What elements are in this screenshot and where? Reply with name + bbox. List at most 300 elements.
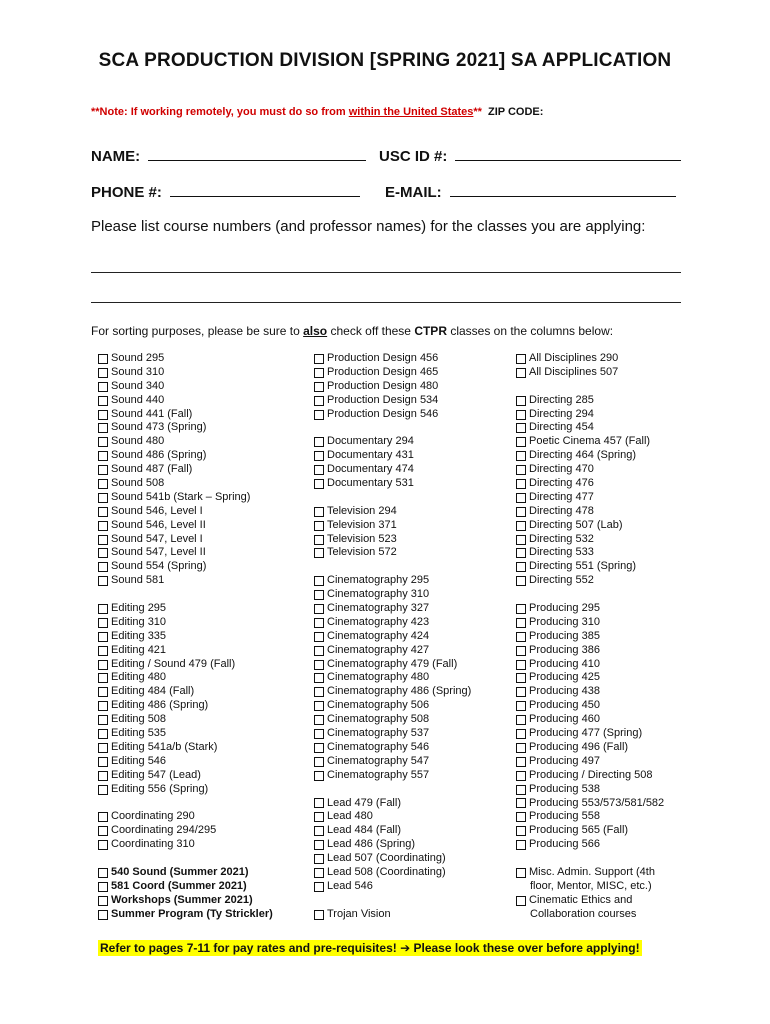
checkbox-item bbox=[314, 380, 471, 394]
checkbox[interactable] bbox=[516, 729, 526, 739]
checkbox[interactable] bbox=[516, 785, 526, 795]
checkbox-item bbox=[98, 838, 273, 852]
column-3 bbox=[516, 352, 664, 922]
checkbox-item bbox=[98, 894, 273, 908]
checkbox[interactable] bbox=[516, 423, 526, 433]
checkbox-label: Producing 410 bbox=[529, 657, 600, 670]
email-field[interactable] bbox=[385, 182, 676, 201]
checkbox[interactable] bbox=[314, 590, 324, 600]
checkbox[interactable] bbox=[98, 521, 108, 531]
checkbox-label: Producing 538 bbox=[529, 782, 600, 795]
checkbox-label: Lead 507 (Coordinating) bbox=[327, 852, 446, 865]
checkbox-label: Directing 294 bbox=[529, 407, 594, 420]
checkbox[interactable] bbox=[98, 354, 108, 364]
checkbox[interactable] bbox=[98, 437, 108, 447]
checkbox-item bbox=[314, 838, 471, 852]
checkbox[interactable] bbox=[314, 521, 324, 531]
checkbox-label: All Disciplines 290 bbox=[529, 352, 619, 364]
checkbox-label: Sound 340 bbox=[111, 379, 165, 392]
checkbox-item bbox=[98, 810, 273, 824]
checkbox-label: 581 Coord (Summer 2021) bbox=[111, 879, 247, 892]
checkbox[interactable] bbox=[314, 757, 324, 767]
checkbox-item bbox=[98, 727, 273, 741]
checkbox[interactable] bbox=[516, 743, 526, 753]
checkbox[interactable] bbox=[98, 757, 108, 767]
checkbox[interactable] bbox=[314, 812, 324, 822]
checkbox[interactable] bbox=[314, 840, 324, 850]
checkbox[interactable] bbox=[98, 507, 108, 517]
checkbox-item bbox=[516, 435, 664, 449]
checkbox-label: Directing 470 bbox=[529, 463, 594, 476]
checkbox-label: Cinematography 546 bbox=[327, 740, 430, 753]
checkbox-label: Sound 310 bbox=[111, 365, 165, 378]
checkbox-label: Editing 508 bbox=[111, 713, 167, 726]
checkbox-label: Directing 464 (Spring) bbox=[529, 449, 636, 462]
name-line[interactable] bbox=[148, 146, 366, 161]
checkbox-label: Television 371 bbox=[327, 518, 397, 531]
checkbox-label: Producing 565 (Fall) bbox=[529, 824, 629, 837]
checkbox[interactable] bbox=[516, 798, 526, 808]
checkbox-item bbox=[516, 838, 664, 852]
checkbox[interactable] bbox=[98, 743, 108, 753]
checkbox-item bbox=[516, 880, 664, 894]
sort-ctpr: CTPR bbox=[414, 324, 447, 338]
spacer bbox=[98, 797, 273, 811]
spacer bbox=[516, 380, 664, 394]
checkbox[interactable] bbox=[98, 701, 108, 711]
checkbox-item bbox=[516, 824, 664, 838]
checkbox-label: floor, Mentor, MISC, etc.) bbox=[530, 879, 652, 892]
checkbox[interactable] bbox=[98, 840, 108, 850]
checkbox-item bbox=[516, 644, 664, 658]
checkbox-item bbox=[98, 394, 273, 408]
checkbox-item bbox=[98, 866, 273, 880]
checkbox[interactable] bbox=[516, 660, 526, 670]
checkbox-label: Editing 484 (Fall) bbox=[111, 685, 195, 698]
checkbox[interactable] bbox=[516, 618, 526, 628]
checkbox[interactable] bbox=[516, 632, 526, 642]
column-2 bbox=[314, 352, 471, 922]
checkbox[interactable] bbox=[98, 632, 108, 642]
checkbox-label: Television 572 bbox=[327, 546, 397, 559]
zip-code-label: ZIP CODE: bbox=[487, 106, 544, 118]
checkbox[interactable] bbox=[516, 771, 526, 781]
checkbox[interactable] bbox=[314, 882, 324, 892]
checkbox-label: Sound 486 (Spring) bbox=[111, 449, 207, 462]
checkbox[interactable] bbox=[98, 465, 108, 475]
checkbox-item bbox=[98, 505, 273, 519]
checkbox[interactable] bbox=[314, 618, 324, 628]
course-line-2[interactable] bbox=[91, 302, 681, 303]
checkbox-item bbox=[314, 866, 471, 880]
checkbox-label: Lead 508 (Coordinating) bbox=[327, 865, 446, 878]
checkbox-label: Production Design 465 bbox=[327, 365, 439, 378]
checkbox[interactable] bbox=[314, 660, 324, 670]
checkbox[interactable] bbox=[314, 868, 324, 878]
usc-id-label: USC ID #: bbox=[379, 148, 448, 165]
checkbox-item bbox=[516, 560, 664, 574]
checkbox[interactable] bbox=[516, 673, 526, 683]
checkbox[interactable] bbox=[98, 396, 108, 406]
checkbox-label: Sound 541b (Stark – Spring) bbox=[111, 490, 251, 503]
usc-id-field[interactable] bbox=[379, 146, 681, 165]
checkbox-item bbox=[314, 713, 471, 727]
checkbox-item bbox=[98, 769, 273, 783]
checkbox-label: Documentary 294 bbox=[327, 435, 414, 448]
checkbox-label: Coordinating 310 bbox=[111, 838, 195, 851]
checkbox-label: Production Design 546 bbox=[327, 407, 439, 420]
checkbox-item bbox=[314, 574, 471, 588]
checkbox[interactable] bbox=[516, 812, 526, 822]
checkbox[interactable] bbox=[314, 743, 324, 753]
phone-field[interactable] bbox=[91, 182, 360, 201]
checkbox-item bbox=[98, 741, 273, 755]
checkbox[interactable] bbox=[516, 896, 526, 906]
checkbox-item bbox=[516, 671, 664, 685]
checkbox-item bbox=[314, 824, 471, 838]
checkbox-item bbox=[314, 519, 471, 533]
spacer bbox=[98, 852, 273, 866]
checkbox[interactable] bbox=[314, 715, 324, 725]
checkbox[interactable] bbox=[314, 535, 324, 545]
checkbox-label: Sound 508 bbox=[111, 477, 165, 490]
checkbox[interactable] bbox=[98, 368, 108, 378]
checkbox-label: Production Design 456 bbox=[327, 352, 439, 364]
course-line-1[interactable] bbox=[91, 272, 681, 273]
checkbox[interactable] bbox=[516, 535, 526, 545]
checkbox-label: Documentary 474 bbox=[327, 463, 414, 476]
checkbox-item bbox=[314, 546, 471, 560]
checkbox-item bbox=[314, 658, 471, 672]
checkbox[interactable] bbox=[516, 576, 526, 586]
checkbox[interactable] bbox=[98, 868, 108, 878]
checkbox-label: Producing 450 bbox=[529, 699, 600, 712]
checkbox-item bbox=[314, 671, 471, 685]
email-line[interactable] bbox=[450, 182, 676, 197]
checkbox[interactable] bbox=[98, 673, 108, 683]
checkbox[interactable] bbox=[314, 687, 324, 697]
checkbox-label: Editing 421 bbox=[111, 643, 167, 656]
checkbox-label: Sound 581 bbox=[111, 574, 165, 587]
checkbox[interactable] bbox=[98, 882, 108, 892]
spacer bbox=[314, 560, 471, 574]
checkbox-label: Cinematography 423 bbox=[327, 615, 430, 628]
checkbox[interactable] bbox=[98, 410, 108, 420]
checkbox-item bbox=[98, 880, 273, 894]
checkbox-item bbox=[314, 394, 471, 408]
checkbox[interactable] bbox=[98, 660, 108, 670]
checkbox-item bbox=[314, 852, 471, 866]
sort-part3: classes on the columns below: bbox=[446, 324, 614, 338]
checkbox[interactable] bbox=[314, 701, 324, 711]
checkbox[interactable] bbox=[314, 368, 324, 378]
checkbox-item bbox=[516, 866, 664, 880]
checkbox[interactable] bbox=[314, 354, 324, 364]
sort-part2: check off these bbox=[327, 324, 415, 338]
name-field[interactable] bbox=[91, 146, 366, 165]
checkbox-item bbox=[98, 408, 273, 422]
checkbox[interactable] bbox=[98, 910, 108, 920]
checkbox-item bbox=[98, 463, 273, 477]
checkbox-label: Coordinating 294/295 bbox=[111, 824, 217, 837]
checkbox[interactable] bbox=[98, 562, 108, 572]
checkbox-item bbox=[516, 366, 664, 380]
checkbox-label: Lead 479 (Fall) bbox=[327, 796, 401, 809]
checkbox-label: Poetic Cinema 457 (Fall) bbox=[529, 435, 651, 448]
checkbox[interactable] bbox=[314, 826, 324, 836]
checkbox-label: Trojan Vision bbox=[327, 907, 391, 920]
checkbox-label: Producing 310 bbox=[529, 615, 600, 628]
checkbox-item bbox=[516, 769, 664, 783]
checkbox[interactable] bbox=[98, 785, 108, 795]
checkbox-label: Editing 547 (Lead) bbox=[111, 768, 201, 781]
checkbox-item bbox=[98, 352, 273, 366]
checkbox-item bbox=[98, 908, 273, 922]
checkbox-item bbox=[516, 755, 664, 769]
checkbox-item bbox=[314, 755, 471, 769]
spacer bbox=[516, 588, 664, 602]
checkbox[interactable] bbox=[98, 479, 108, 489]
checkbox-label: Television 523 bbox=[327, 532, 397, 545]
checkbox-item bbox=[516, 810, 664, 824]
checkbox[interactable] bbox=[516, 396, 526, 406]
checkbox[interactable] bbox=[98, 382, 108, 392]
checkbox-label: Directing 552 bbox=[529, 574, 594, 587]
checkbox-label: Producing 477 (Spring) bbox=[529, 727, 643, 740]
checkbox-item bbox=[314, 630, 471, 644]
checkbox-item bbox=[314, 685, 471, 699]
checkbox-item bbox=[98, 602, 273, 616]
checkbox-item bbox=[516, 491, 664, 505]
checkbox-label: Sound 547, Level I bbox=[111, 532, 203, 545]
checkbox[interactable] bbox=[516, 604, 526, 614]
checkbox-label: Sound 547, Level II bbox=[111, 546, 206, 559]
checkbox-label: Producing 295 bbox=[529, 602, 600, 615]
checkbox[interactable] bbox=[98, 715, 108, 725]
checkbox-label: Editing 480 bbox=[111, 671, 167, 684]
checkbox[interactable] bbox=[98, 729, 108, 739]
checkbox-item bbox=[516, 727, 664, 741]
checkbox[interactable] bbox=[516, 410, 526, 420]
checkbox-item bbox=[516, 630, 664, 644]
checkbox[interactable] bbox=[516, 840, 526, 850]
checkbox-item bbox=[516, 408, 664, 422]
checkbox-item bbox=[314, 435, 471, 449]
checkbox-item bbox=[314, 741, 471, 755]
checkbox-label: Directing 532 bbox=[529, 532, 594, 545]
checkbox-label: Producing 438 bbox=[529, 685, 600, 698]
note-suffix: ** bbox=[473, 106, 482, 118]
note-underlined: within the United States bbox=[348, 106, 474, 118]
usc-id-line[interactable] bbox=[455, 146, 681, 161]
checkbox-item bbox=[314, 505, 471, 519]
checkbox[interactable] bbox=[314, 437, 324, 447]
checkbox[interactable] bbox=[314, 576, 324, 586]
checkbox[interactable] bbox=[98, 687, 108, 697]
checkbox-item bbox=[314, 602, 471, 616]
spacer bbox=[314, 421, 471, 435]
checkbox-item bbox=[98, 671, 273, 685]
checkbox[interactable] bbox=[314, 604, 324, 614]
spacer bbox=[516, 852, 664, 866]
checkbox-item bbox=[314, 588, 471, 602]
checkbox-label: Cinematography 486 (Spring) bbox=[327, 685, 472, 698]
checkbox[interactable] bbox=[314, 479, 324, 489]
checkbox[interactable] bbox=[516, 826, 526, 836]
checkbox[interactable] bbox=[516, 479, 526, 489]
checkbox[interactable] bbox=[516, 493, 526, 503]
checkbox[interactable] bbox=[516, 521, 526, 531]
checkbox-label: Producing 386 bbox=[529, 643, 600, 656]
checkbox-item bbox=[314, 769, 471, 783]
checkbox[interactable] bbox=[314, 382, 324, 392]
checkbox[interactable] bbox=[516, 868, 526, 878]
checkbox-item bbox=[516, 574, 664, 588]
checkbox[interactable] bbox=[98, 604, 108, 614]
checkbox-label: Editing 535 bbox=[111, 727, 167, 740]
checkbox-label: Editing 486 (Spring) bbox=[111, 699, 209, 712]
checkbox-label: Editing 541a/b (Stark) bbox=[111, 740, 218, 753]
checkbox[interactable] bbox=[98, 646, 108, 656]
checkbox[interactable] bbox=[98, 451, 108, 461]
checkbox-item bbox=[516, 463, 664, 477]
checkbox[interactable] bbox=[516, 368, 526, 378]
checkbox-label: Cinematography 508 bbox=[327, 713, 430, 726]
checkbox-label: Producing 558 bbox=[529, 810, 600, 823]
checkbox-label: Cinematography 295 bbox=[327, 574, 430, 587]
checkbox-label: Cinematography 424 bbox=[327, 629, 430, 642]
sort-part1: For sorting purposes, please be sure to bbox=[91, 324, 304, 338]
checkbox-item bbox=[314, 699, 471, 713]
checkbox[interactable] bbox=[314, 798, 324, 808]
checkbox-label: Lead 480 bbox=[327, 810, 373, 823]
checkbox-item bbox=[98, 546, 273, 560]
checkbox-label: Sound 546, Level II bbox=[111, 518, 206, 531]
checkbox-label: Cinematography 479 (Fall) bbox=[327, 657, 458, 670]
checkbox[interactable] bbox=[314, 396, 324, 406]
checkbox-item bbox=[314, 644, 471, 658]
checkbox[interactable] bbox=[98, 423, 108, 433]
checkbox[interactable] bbox=[314, 548, 324, 558]
phone-label: PHONE #: bbox=[91, 184, 162, 201]
checkbox-label: Directing 476 bbox=[529, 477, 594, 490]
checkbox-item bbox=[516, 699, 664, 713]
checkbox-item bbox=[98, 685, 273, 699]
checkbox-item bbox=[314, 908, 471, 922]
checkbox-label: Misc. Admin. Support (4th bbox=[529, 865, 655, 878]
checkbox-label: Cinematography 547 bbox=[327, 754, 430, 767]
checkbox-label: Directing 285 bbox=[529, 393, 594, 406]
checkbox[interactable] bbox=[314, 451, 324, 461]
checkbox[interactable] bbox=[516, 507, 526, 517]
note-prefix: **Note: If working remotely, you must do so from bbox=[91, 106, 349, 118]
checkbox[interactable] bbox=[516, 465, 526, 475]
checkbox-item bbox=[516, 421, 664, 435]
checkbox[interactable] bbox=[314, 673, 324, 683]
checkbox-label: Lead 484 (Fall) bbox=[327, 824, 401, 837]
checkbox-item bbox=[516, 658, 664, 672]
checkbox-item bbox=[98, 421, 273, 435]
checkbox-label: Directing 454 bbox=[529, 421, 594, 434]
column-1 bbox=[98, 352, 273, 922]
checkbox[interactable] bbox=[314, 771, 324, 781]
checkbox-label: Cinematic Ethics and bbox=[529, 893, 633, 906]
checkbox[interactable] bbox=[314, 854, 324, 864]
checkbox-label: Sound 480 bbox=[111, 435, 165, 448]
checkbox-item bbox=[516, 394, 664, 408]
checkbox[interactable] bbox=[98, 493, 108, 503]
checkbox[interactable] bbox=[516, 715, 526, 725]
checkbox-item bbox=[314, 616, 471, 630]
checkbox-item bbox=[98, 574, 273, 588]
checkbox-item bbox=[516, 894, 664, 908]
checkbox-label: Sound 554 (Spring) bbox=[111, 560, 207, 573]
checkbox-label: Lead 486 (Spring) bbox=[327, 838, 416, 851]
checkbox-label: Sound 295 bbox=[111, 352, 165, 364]
checkbox-item bbox=[98, 713, 273, 727]
checkbox[interactable] bbox=[314, 632, 324, 642]
checkbox-label: Producing 497 bbox=[529, 754, 600, 767]
checkbox[interactable] bbox=[314, 410, 324, 420]
checkbox[interactable] bbox=[98, 618, 108, 628]
checkbox-label: Directing 551 (Spring) bbox=[529, 560, 636, 573]
checkbox-item bbox=[98, 783, 273, 797]
checkbox[interactable] bbox=[314, 646, 324, 656]
checkbox[interactable] bbox=[516, 451, 526, 461]
checkbox[interactable] bbox=[314, 910, 324, 920]
checkbox-label: Producing 425 bbox=[529, 671, 600, 684]
phone-line[interactable] bbox=[170, 182, 360, 197]
checkbox[interactable] bbox=[98, 535, 108, 545]
checkbox[interactable] bbox=[98, 812, 108, 822]
checkbox[interactable] bbox=[314, 729, 324, 739]
checkbox-item bbox=[98, 560, 273, 574]
checkbox[interactable] bbox=[314, 507, 324, 517]
checkbox-label: Summer Program (Ty Strickler) bbox=[111, 907, 273, 920]
checkbox[interactable] bbox=[516, 757, 526, 767]
checkbox-label: Editing 546 bbox=[111, 754, 167, 767]
checkbox-label: Producing / Directing 508 bbox=[529, 768, 653, 781]
checkbox-label: Directing 478 bbox=[529, 504, 594, 517]
checkbox-item bbox=[516, 713, 664, 727]
checkbox-label: Cinematography 557 bbox=[327, 768, 430, 781]
checkbox-label: Editing 556 (Spring) bbox=[111, 782, 209, 795]
checkbox-label: Coordinating 290 bbox=[111, 810, 195, 823]
checkbox[interactable] bbox=[98, 771, 108, 781]
checkbox[interactable] bbox=[516, 548, 526, 558]
checkbox-label: Directing 477 bbox=[529, 490, 594, 503]
checkbox[interactable] bbox=[98, 826, 108, 836]
checkbox-item bbox=[516, 602, 664, 616]
checkbox-label: Producing 385 bbox=[529, 629, 600, 642]
checkbox[interactable] bbox=[98, 548, 108, 558]
checkbox-label: Production Design 534 bbox=[327, 393, 439, 406]
checkbox[interactable] bbox=[516, 562, 526, 572]
checkbox[interactable] bbox=[516, 437, 526, 447]
checkbox[interactable] bbox=[516, 354, 526, 364]
checkbox-label: Cinematography 427 bbox=[327, 643, 430, 656]
sort-also: also bbox=[303, 324, 328, 338]
checkbox[interactable] bbox=[314, 465, 324, 475]
checkbox-item bbox=[516, 616, 664, 630]
checkbox[interactable] bbox=[98, 896, 108, 906]
checkbox-item bbox=[314, 727, 471, 741]
checkbox-label: Sound 440 bbox=[111, 393, 165, 406]
checkbox[interactable] bbox=[98, 576, 108, 586]
checkbox[interactable] bbox=[516, 646, 526, 656]
checkbox[interactable] bbox=[516, 687, 526, 697]
checkbox[interactable] bbox=[516, 701, 526, 711]
